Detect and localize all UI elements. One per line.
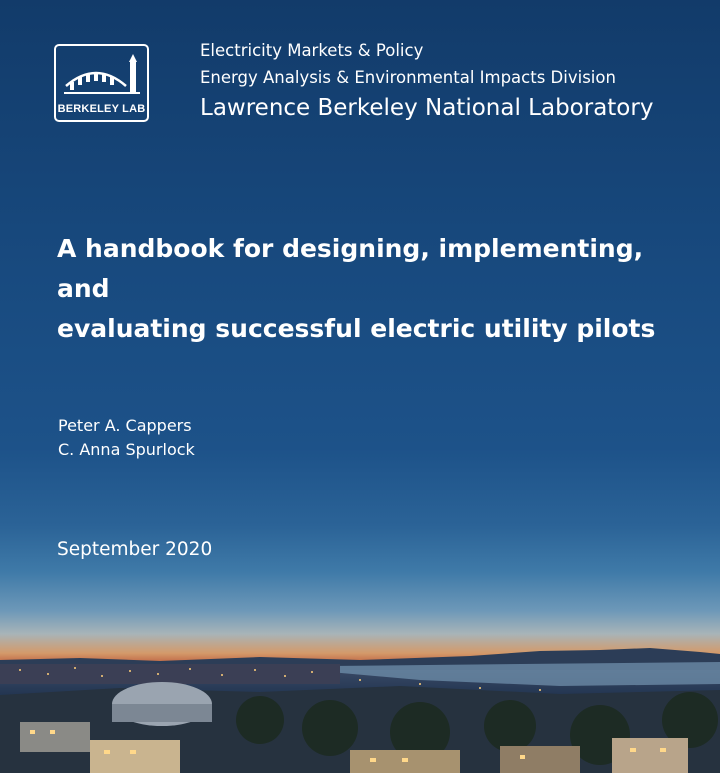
building xyxy=(500,746,580,773)
city-bay-photo xyxy=(0,600,720,773)
title-line-1: A handbook for designing, implementing, and xyxy=(57,234,644,303)
building xyxy=(20,722,90,752)
building xyxy=(90,740,180,773)
program-name: Electricity Markets & Policy xyxy=(200,41,424,60)
publication-date: September 2020 xyxy=(57,539,213,560)
report-title xyxy=(57,229,697,349)
division-name: Energy Analysis & Environmental Impacts Division xyxy=(200,68,616,87)
logo-text: BERKELEY LAB xyxy=(57,103,146,115)
building xyxy=(612,738,688,773)
title-line-2: evaluating successful electric utility pilots xyxy=(57,314,656,343)
laboratory-name: Lawrence Berkeley National Laboratory xyxy=(200,95,654,121)
berkeley-lab-logo xyxy=(54,44,149,122)
bay-water xyxy=(330,662,720,686)
author-1: Peter A. Cappers xyxy=(58,416,192,435)
author-2: C. Anna Spurlock xyxy=(58,440,195,459)
